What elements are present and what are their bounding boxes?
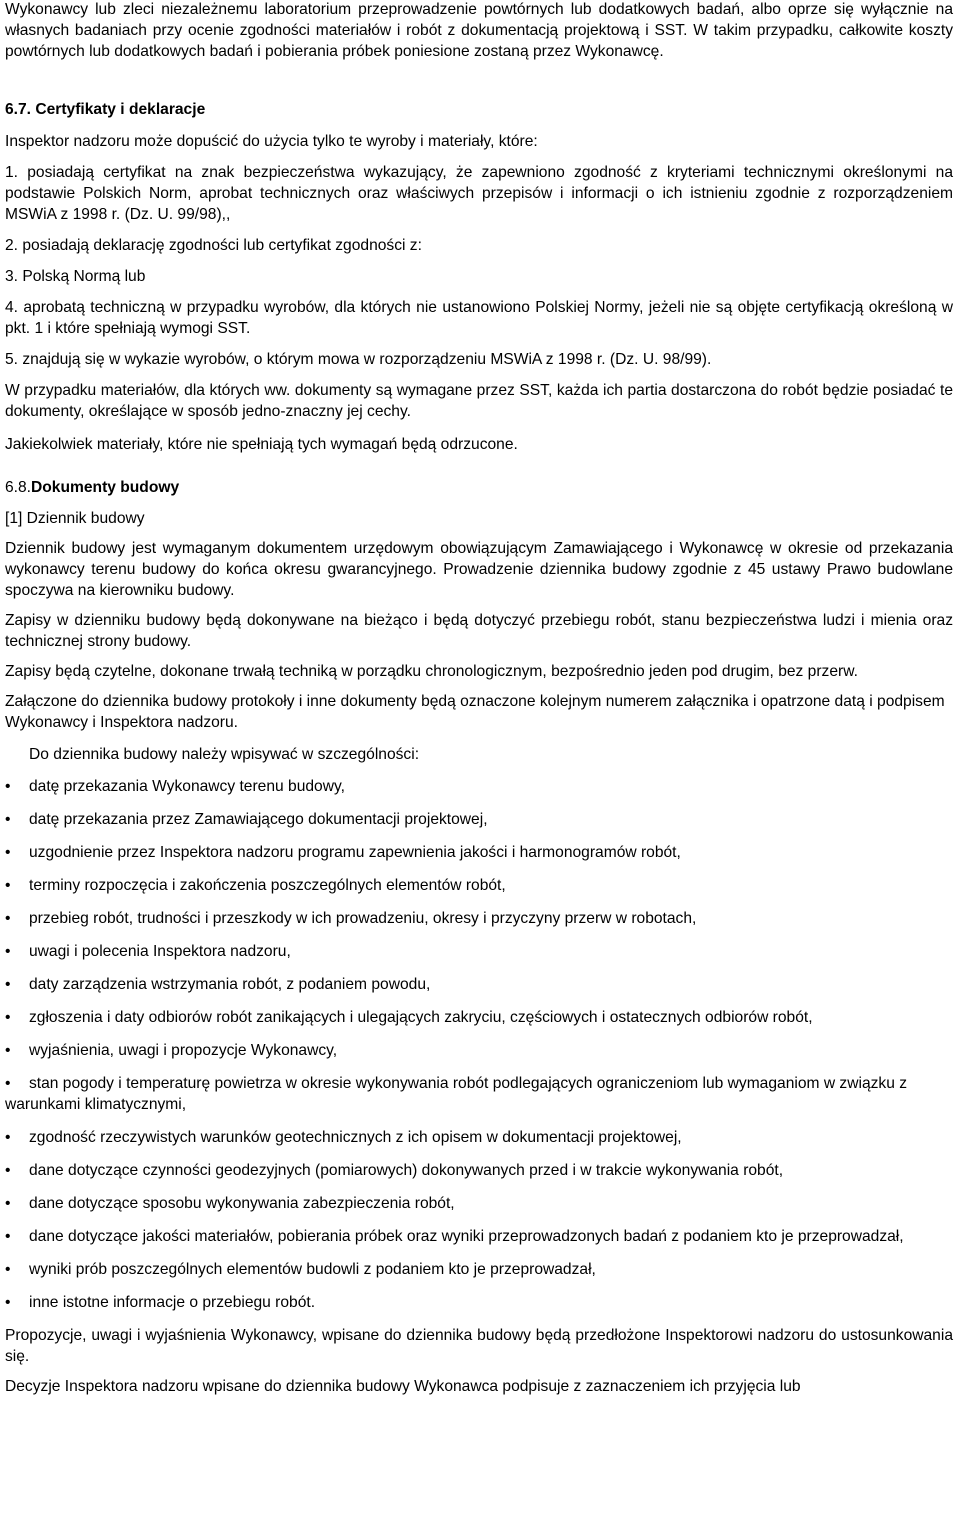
bullet-dot: • — [5, 778, 11, 795]
section-title: Dokumenty budowy — [31, 479, 180, 496]
bullet-item — [5, 1193, 953, 1214]
bullet-item — [5, 1040, 953, 1061]
bullet-dot: • — [5, 1228, 11, 1245]
paragraph: Zapisy w dzienniku budowy będą dokonywane na bieżąco i będą dotyczyć przebiegu robót, stanu bezpieczeństwa ludzi i mienia oraz technicznej strony budowy. — [5, 612, 953, 650]
bullet-text: dane dotyczące jakości materiałów, pobierania próbek oraz wyniki przeprowadzonych badań z podaniem kto je przeprowadzał, — [29, 1228, 904, 1245]
bullet-text: przebieg robót, trudności i przeszkody w ich prowadzeniu, okresy i przyczyny przerw w robotach, — [29, 910, 697, 927]
bullet-text: zgłoszenia i daty odbiorów robót zanikających i ulegających zakryciu, częściowych i ostatecznych odbiorów robót, — [29, 1009, 813, 1026]
list-item: 5. znajdują się w wykazie wyrobów, o którym mowa w rozporządzeniu MSWiA z 1998 r. (Dz. U. 98/99). — [5, 351, 712, 368]
bullet-list — [5, 776, 953, 1313]
bullet-dot: • — [5, 1261, 11, 1278]
bullet-dot: • — [5, 1009, 11, 1026]
decisions-paragraph: Decyzje Inspektora nadzoru wpisane do dziennika budowy Wykonawca podpisuje z zaznaczeniem ich przyjęcia lub — [5, 1378, 801, 1395]
paragraph: Dziennik budowy jest wymaganym dokumentem urzędowym obowiązującym Zamawiającego i Wykonawcę w okresie od przekazania wykonawcy terenu budowy do końca okresu gwarancyjnego. Prowadzenie dziennika budowy zgodnie z 45 ustawy Prawo budowlane spoczywa na kierowniku budowy. — [5, 540, 953, 599]
bullet-item — [5, 1226, 953, 1247]
section-heading-6-7: 6.7. Certyfikaty i deklaracje — [5, 101, 206, 118]
bullet-item — [5, 1127, 953, 1148]
bullet-dot: • — [5, 943, 11, 960]
paragraph: Zapisy będą czytelne, dokonane trwałą techniką w porządku chronologicznym, bezpośrednio jeden pod drugim, bez przerw. — [5, 663, 858, 680]
bullet-item — [5, 875, 953, 896]
bullet-text: uwagi i polecenia Inspektora nadzoru, — [29, 943, 291, 960]
bullet-dot: • — [5, 1042, 11, 1059]
bullet-item — [5, 908, 953, 929]
list-item: 3. Polską Normą lub — [5, 268, 146, 285]
intro-paragraph: Wykonawcy lub zleci niezależnemu laboratorium przeprowadzenie powtórnych lub dodatkowych badań, albo oprze się wyłącznie na własnych badaniach przy ocenie zgodności materiałów i robót z dokumentacją projektową i SST. W takim przypadku, całkowite koszty powtórnych lub dodatkowych badań i pobierania próbek poniesione zostaną przez Wykonawcę. — [5, 1, 953, 60]
bullet-text: uzgodnienie przez Inspektora nadzoru programu zapewnienia jakości i harmonogramów robót, — [29, 844, 681, 861]
bullet-dot: • — [5, 1195, 11, 1212]
bullet-text: terminy rozpoczęcia i zakończenia poszczególnych elementów robót, — [29, 877, 506, 894]
bullet-dot: • — [5, 811, 11, 828]
bullet-item — [5, 1259, 953, 1280]
bullets-intro: Do dziennika budowy należy wpisywać w szczególności: — [29, 746, 420, 763]
bullet-text: zgodność rzeczywistych warunków geotechnicznych z ich opisem w dokumentacji projektowej, — [29, 1129, 682, 1146]
bullet-item — [5, 941, 953, 962]
bullet-item — [5, 842, 953, 863]
list-item: 4. aprobatą techniczną w przypadku wyrobów, dla których nie ustanowiono Polskiej Normy, jeżeli nie są objęte certyfikacją określoną w pkt. 1 i które spełniają wymogi SST. — [5, 299, 953, 337]
bullet-item — [5, 809, 953, 830]
bullet-text: stan pogody i temperaturę powietrza w okresie wykonywania robót podlegających ograniczeniom lub wymaganiom w związku z warunkami klimatycznymi, — [5, 1075, 908, 1113]
bullet-dot: • — [5, 844, 11, 861]
bullet-dot: • — [5, 1162, 11, 1179]
bullet-dot: • — [5, 1075, 11, 1092]
bullet-text: wyjaśnienia, uwagi i propozycje Wykonawcy, — [29, 1042, 338, 1059]
list-item: 2. posiadają deklarację zgodności lub certyfikat zgodności z: — [5, 237, 422, 254]
bullet-dot: • — [5, 1129, 11, 1146]
section-number: 6.8. — [5, 479, 32, 496]
bullet-text: daty zarządzenia wstrzymania robót, z podaniem powodu, — [29, 976, 431, 993]
bullet-text: datę przekazania przez Zamawiającego dokumentacji projektowej, — [29, 811, 488, 828]
bullet-text: dane dotyczące sposobu wykonywania zabezpieczenia robót, — [29, 1195, 455, 1212]
bullet-text: dane dotyczące czynności geodezyjnych (pomiarowych) dokonywanych przed i w trakcie wykonywania robót, — [29, 1162, 784, 1179]
materials-paragraph: W przypadku materiałów, dla których ww. dokumenty są wymagane przez SST, każda ich partia dostarczona do robót będzie posiadać te dokumenty, określające w sposób jedno-znaczny jej cechy. — [5, 382, 953, 420]
subheading-dziennik: [1] Dziennik budowy — [5, 510, 145, 527]
reject-paragraph: Jakiekolwiek materiały, które nie spełniają tych wymagań będą odrzucone. — [5, 436, 518, 453]
bullet-item — [5, 1073, 953, 1115]
bullet-dot: • — [5, 910, 11, 927]
section-heading-6-8 — [5, 477, 953, 498]
bullet-dot: • — [5, 1294, 11, 1311]
bullet-text: inne istotne informacje o przebiegu robót. — [29, 1294, 316, 1311]
paragraph: Załączone do dziennika budowy protokoły i inne dokumenty będą oznaczone kolejnym numerem załącznika i opatrzone datą i podpisem Wykonawcy i Inspektora nadzoru. — [5, 693, 945, 731]
proposals-paragraph: Propozycje, uwagi i wyjaśnienia Wykonawcy, wpisane do dziennika budowy będą przedłożone Inspektorowi nadzoru do ustosunkowania się. — [5, 1327, 953, 1365]
bullet-text: datę przekazania Wykonawcy terenu budowy, — [29, 778, 345, 795]
section-lead: Inspektor nadzoru może dopuścić do użycia tylko te wyroby i materiały, które: — [5, 133, 538, 150]
list-item: 1. posiadają certyfikat na znak bezpieczeństwa wykazujący, że zapewniono zgodność z kryteriami technicznymi określonymi na podstawie Polskich Norm, aprobat technicznych oraz właściwych przepisów i informacji o ich istnieniu zgodnie z rozporządzeniem MSWiA z 1998 r. (Dz. U. 99/98),, — [5, 164, 953, 223]
bullet-text: wyniki prób poszczególnych elementów budowli z podaniem kto je przeprowadzał, — [29, 1261, 596, 1278]
bullet-item — [5, 776, 953, 797]
bullet-dot: • — [5, 976, 11, 993]
bullet-dot: • — [5, 877, 11, 894]
numbered-list — [5, 162, 953, 370]
bullet-item — [5, 1292, 953, 1313]
bullet-item — [5, 1007, 953, 1028]
bullet-item — [5, 1160, 953, 1181]
bullet-item — [5, 974, 953, 995]
